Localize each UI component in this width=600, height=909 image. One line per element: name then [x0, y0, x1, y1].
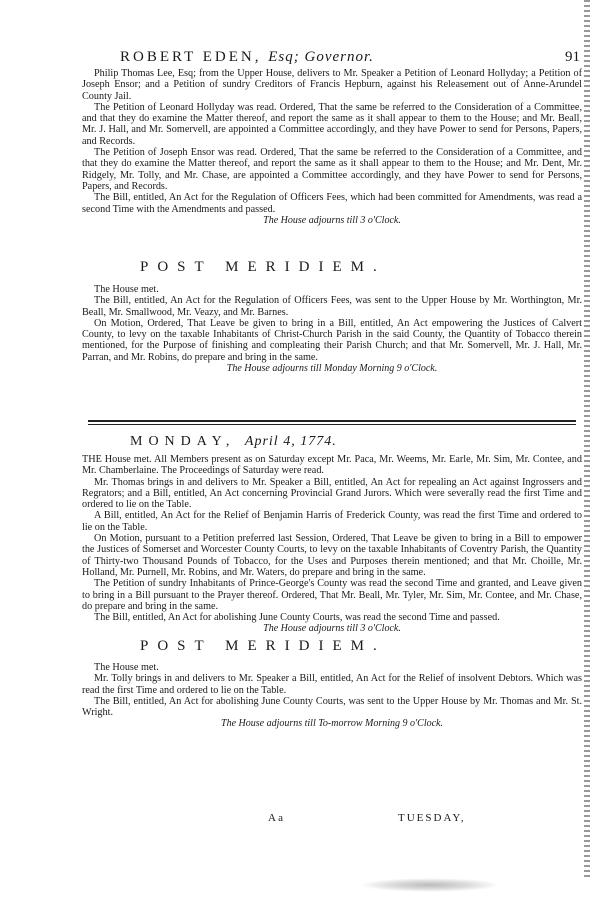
adjournment-note: The House adjourns till Monday Morning 9 o'Clock.: [226, 363, 438, 375]
running-header: [120, 49, 580, 66]
ink-blot: [360, 878, 500, 892]
day-date: April 4, 1774.: [244, 434, 337, 449]
header-title: Esq; Governor.: [268, 49, 374, 65]
paragraph: Mr. Thomas brings in and delivers to Mr. Speaker a Bill, entitled, An Act for repealing an Act against Ingrossers and Regrators; and a Bill, entitled, An Act concerning Provincial Grand Jurors. Which were severally read the first Time and ordered to lie on the Table.: [82, 476, 582, 511]
adjournment-note: The House adjourns till 3 o'Clock.: [263, 623, 401, 635]
pm-section-1: [82, 284, 582, 374]
paragraph: The Petition of sundry Inhabitants of Prince-George's County was read the second Time and granted, and Leave given to bring in a Bill pursuant to the Prayer thereof. Ordered, That Mr. Beall, Mr. Tyler, Mr. Sim, Mr. Contee, and Mr. Chase, do prepare and bring in the same.: [82, 578, 582, 612]
paragraph: Mr. Tolly brings in and delivers to Mr. Speaker a Bill, entitled, An Act for the Relief of insolvent Debtors. Which was read the first Time and ordered to lie on the Table.: [82, 673, 582, 696]
paragraph: A Bill, entitled, An Act for the Relief of Benjamin Harris of Frederick County, was read the first Time and ordered to lie on the Table.: [82, 510, 582, 533]
paragraph: The Bill, entitled, An Act for the Regulation of Officers Fees, which had been committed for Amendments, was read a second Time with the Amendments and passed.: [82, 192, 582, 215]
section-rule: [88, 424, 576, 425]
day-name: MONDAY,: [130, 434, 236, 449]
catchword: TUESDAY,: [398, 812, 466, 824]
paragraph: THE House met. All Members present as on Saturday except Mr. Paca, Mr. Weems, Mr. Earle, Mr. Sim, Mr. Contee, and Mr. Chamberlaine. The Proceedings of Saturday were read.: [82, 454, 582, 477]
paragraph: Philip Thomas Lee, Esq; from the Upper House, delivers to Mr. Speaker a Petition of Leonard Hollyday; a Petition of Joseph Ensor; and a Petition of sundry Creditors of Francis Hepburn, against his Releasement out of Anne-Arundel County Jail.: [82, 68, 582, 102]
monday-section: [82, 454, 582, 635]
paragraph: The House met.: [94, 284, 159, 295]
paragraph: The Bill, entitled, An Act for abolishing June County Courts, was sent to the Upper House by Mr. Thomas and Mr. St. Wright.: [82, 695, 582, 719]
day-heading: [130, 434, 337, 450]
page-edge-mark: [584, 0, 590, 880]
top-section: [82, 68, 582, 226]
paragraph: On Motion, pursuant to a Petition preferred last Session, Ordered, That Leave be given to bring in a Bill to empower the Justices of Somerset and Worcester County Courts, to levy on the taxable Inhabitants of Coventry Parish, the Quantity of Thirty-two Thousand Pounds of Tobacco, for the Uses and Purposes therein mentioned; and that Mr. Choille, Mr. Holland, Mr. Purnell, Mr. Robins, and Mr. Waters, do prepare and bring in the same.: [82, 533, 582, 578]
header-name: ROBERT EDEN,: [120, 49, 262, 65]
paragraph: The Petition of Joseph Ensor was read. Ordered, That the same be referred to the Consideration of a Committee, and that they do examine the Matter thereof, and report the same as it shall appear to them to the House; and Mr. Dent, Mr. Ridgely, Mr. Tolly, and Mr. Chase, are appointed a Committee accordingly, and they have Power to send for Persons, Papers, and Records.: [82, 147, 582, 192]
page-number: 91: [565, 49, 580, 65]
pm-section-2: [82, 662, 582, 730]
paragraph: The Petition of Leonard Hollyday was read. Ordered, That the same be referred to the Consideration of a Committee, and that they do examine the Matter thereof, and report the same as it shall appear to them to the House; and Mr. Beall, Mr. J. Hall, and Mr. Somervell, are appointed a Committee accordingly, and they have Power to send for Persons, Papers, and Records.: [82, 101, 582, 147]
paragraph: The Bill, entitled, An Act for the Regulation of Officers Fees, was sent to the Upper House by Mr. Worthington, Mr. Beall, Mr. Smallwood, Mr. Veazy, and Mr. Barnes.: [82, 295, 582, 318]
adjournment-note: The House adjourns till 3 o'Clock.: [263, 214, 401, 226]
adjournment-note: The House adjourns till To-morrow Morning 9 o'Clock.: [221, 718, 443, 730]
paragraph: The Bill, entitled, An Act for abolishing June County Courts, was read the second Time and passed.: [94, 612, 500, 624]
paragraph: On Motion, Ordered, That Leave be given to bring in a Bill, entitled, An Act empowering the Justices of Calvert County, to levy on the taxable Inhabitants of Christ-Church Parish in the said County, the Quantity of Tobacco therein mentioned, for the Purpose of finishing and compleating their Parish Church; and that Mr. Somervell, Mr. J. Hall, Mr. Parran, and Mr. Robins, do prepare and bring in the same.: [82, 317, 582, 363]
post-meridiem-heading: POST MERIDIEM.: [140, 638, 386, 654]
signature-mark: A a: [268, 812, 283, 824]
section-rule: [88, 420, 576, 422]
post-meridiem-heading: POST MERIDIEM.: [140, 259, 386, 275]
paragraph: The House met.: [94, 662, 159, 673]
